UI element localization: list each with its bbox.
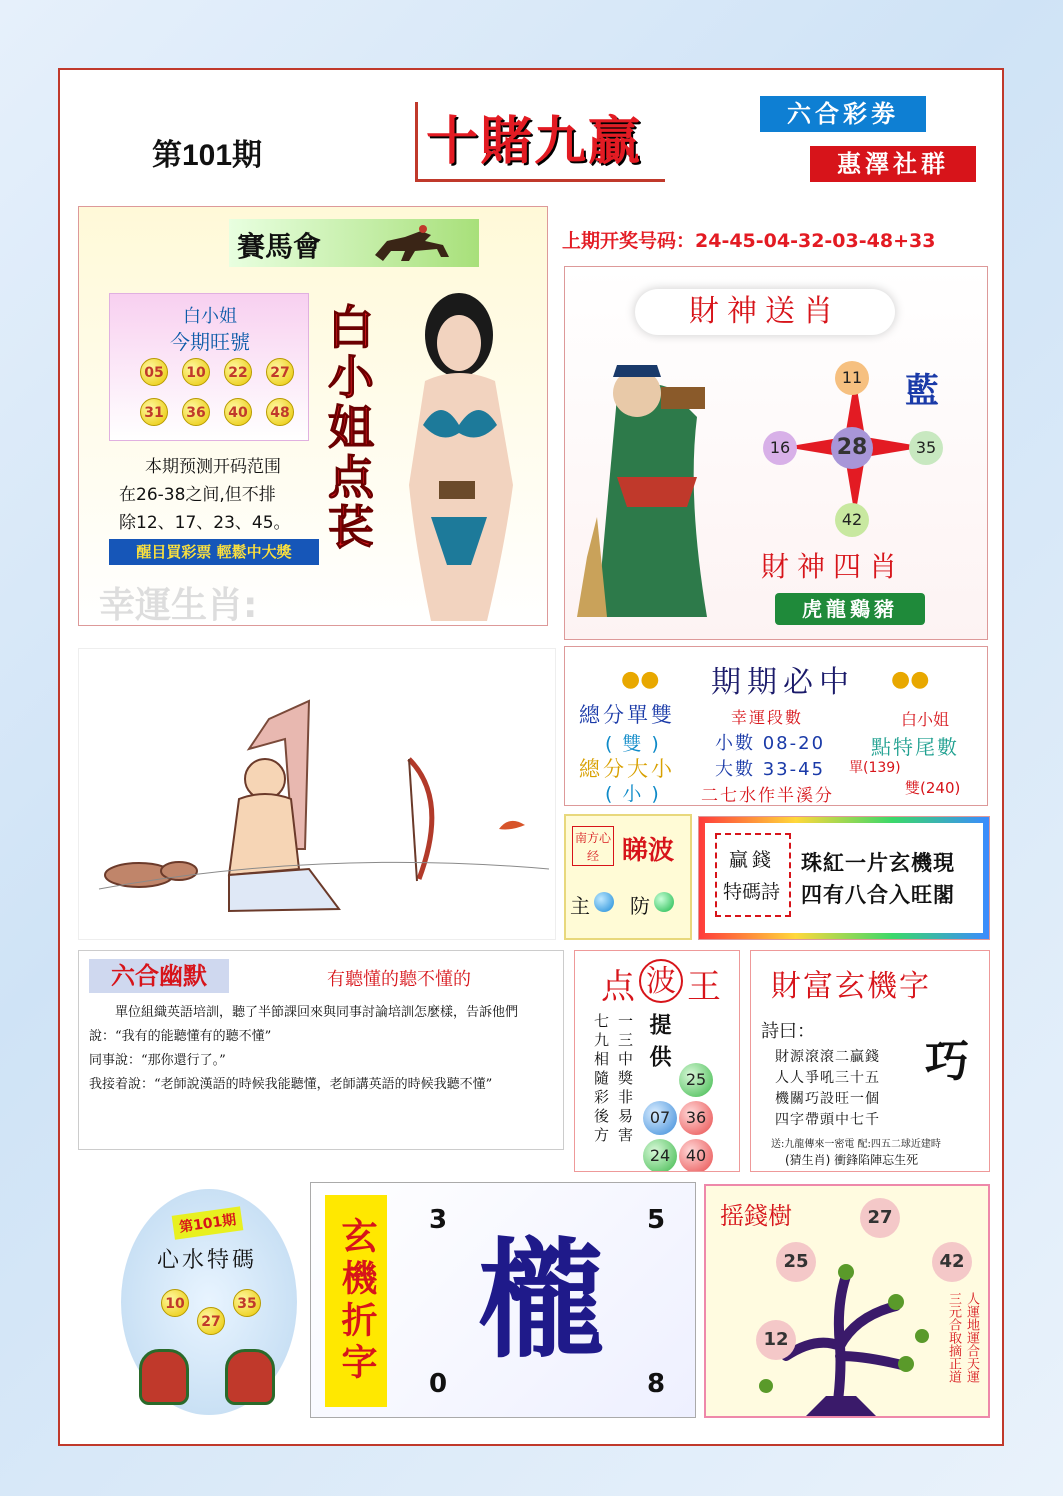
humor-paragraph: 同事說：“那你還行了。” <box>89 1053 226 1068</box>
money-tree-panel <box>704 1184 990 1418</box>
riddle-guess: (猜生肖) 衝鋒陷陣忘生死 <box>785 1153 919 1167</box>
riddle-note: 送:九龍傳來一密電 配:四五二球近建時 <box>771 1139 941 1150</box>
heart-number-ball: 35 <box>233 1289 261 1317</box>
slogan-bar: 醒目買彩票 輕鬆中大獎 <box>109 539 319 565</box>
character-split-panel <box>310 1182 696 1418</box>
lady-tail-label: 白小姐 <box>901 710 950 729</box>
main-label: 主 <box>570 894 590 918</box>
prediction-line: 在26-38之间,但不排 <box>119 485 276 505</box>
dianbo-poem-col-1: 一三中獎非易害 <box>616 1013 634 1146</box>
issue-number: 第101期 <box>152 139 263 172</box>
small-range: 小數 08-20 <box>715 733 826 754</box>
split-number-bottom-right: 8 <box>647 1369 666 1399</box>
size-label: 總分大小 <box>579 757 675 781</box>
horse-banner-title: 賽馬會 <box>237 230 322 263</box>
caishen-animals: 虎龍鷄豬 <box>775 593 925 625</box>
tree-number-ball: 12 <box>756 1320 796 1360</box>
poem-label-2: 特碼詩 <box>723 881 781 903</box>
prediction-line: 本期预测开码范围 <box>145 457 281 477</box>
money-fist-icon <box>139 1349 189 1405</box>
dianbo-poem-col-2: 七九相隨彩後方 <box>592 1013 610 1146</box>
split-number-top-left: 3 <box>429 1205 448 1235</box>
heart-number-ball: 10 <box>161 1289 189 1317</box>
heart-issue-tag: 第101期 <box>172 1206 244 1239</box>
dianbo-panel <box>574 950 740 1172</box>
main-title: 十賭九贏 <box>415 102 665 182</box>
special-poem-inner <box>705 823 983 933</box>
dianbo-provide-label: 提供 <box>646 1013 671 1077</box>
caishen-four-title: 財神四肖 <box>761 550 906 583</box>
watch-ball-title: 睇波 <box>622 836 675 866</box>
lucky-segment-label: 幸運段數 <box>731 708 804 727</box>
lady-number-ball: 31 <box>140 398 168 426</box>
caishen-banner <box>635 289 895 335</box>
tree-poem-1: 人運地運合天運 <box>964 1292 979 1383</box>
humor-paragraph: 單位組織英語培訓，聽了半節課回來與同事討論培訓怎麼樣，告訴他們說：“我有的能聽懂有的聽不懂” <box>89 1005 519 1044</box>
fortune-riddle-title: 財富玄機字 <box>771 969 931 1004</box>
caishen-banner-title: 財神送肖 <box>689 294 841 329</box>
caishen-figure-icon <box>577 357 727 627</box>
heart-number-ball: 27 <box>197 1307 225 1335</box>
tree-number-ball: 25 <box>776 1242 816 1282</box>
riddle-lines <box>775 1047 880 1131</box>
qiqi-title: 期期必中 <box>711 665 855 700</box>
coin-icon: ●● <box>891 667 930 692</box>
horse-club-panel <box>78 206 548 626</box>
community-tag: 惠澤社群 <box>810 146 976 182</box>
coin-icon: ●● <box>621 667 660 692</box>
illustration-panel <box>78 648 556 940</box>
dianbo-ball: 36 <box>679 1101 713 1135</box>
humor-body <box>89 1001 551 1097</box>
page-frame <box>58 68 1004 1446</box>
south-tag: 南方心经 <box>572 826 614 866</box>
lady-number-card <box>109 293 309 441</box>
poem-line-2: 四有八合入旺閣 <box>801 883 955 907</box>
tree-number-ball: 27 <box>860 1198 900 1238</box>
size-value: (小) <box>605 783 669 805</box>
odd-even-value: (雙) <box>605 733 669 755</box>
special-poem-panel <box>698 816 990 940</box>
lady-title-line2: 今期旺號 <box>170 330 250 354</box>
heart-title: 心水特碼 <box>157 1248 258 1273</box>
lady-vertical-title: 白小姐点苌 <box>321 303 375 553</box>
even-tail-value: 雙(240) <box>905 779 961 797</box>
odd-even-label: 總分單雙 <box>579 703 675 727</box>
poem-intro: 詩曰： <box>761 1021 815 1042</box>
split-character: 櫳 <box>477 1227 606 1376</box>
lady-number-ball: 40 <box>224 398 252 426</box>
lady-title-line1: 白小姐 <box>183 306 237 327</box>
big-range: 大數 33-45 <box>715 759 826 780</box>
lucky-zodiac-label: 幸運生肖: <box>99 585 258 626</box>
split-number-top-right: 5 <box>647 1205 666 1235</box>
lady-number-ball: 22 <box>224 358 252 386</box>
woman-photo <box>375 285 545 621</box>
dianbo-ball: 07 <box>643 1101 677 1135</box>
money-fist-icon <box>225 1349 275 1405</box>
odd-tail-value: 單(139) <box>849 760 901 776</box>
riddle-line: 機關巧設旺一個 <box>775 1091 880 1107</box>
lottery-tag: 六合彩劵 <box>760 96 926 132</box>
caishen-bottom-number: 42 <box>835 503 869 537</box>
lady-number-ball: 48 <box>266 398 294 426</box>
lady-number-ball: 05 <box>140 358 168 386</box>
poem-line-1: 珠紅一片玄機現 <box>801 851 955 875</box>
poem-label-1: 贏錢 <box>729 849 776 871</box>
horse-racing-icon <box>365 221 475 265</box>
caishen-left-number: 16 <box>763 431 797 465</box>
riddle-character: 巧 <box>925 1036 969 1087</box>
caishen-panel <box>564 266 988 640</box>
caishen-top-number: 11 <box>835 361 869 395</box>
dianbo-ball: 25 <box>679 1063 713 1097</box>
money-tree-title: 摇錢樹 <box>720 1202 792 1230</box>
last-draw-numbers: 上期开奖号码：24-45-04-32-03-48+33 <box>562 230 936 252</box>
lady-number-ball: 10 <box>182 358 210 386</box>
bound-man-illustration <box>79 649 556 940</box>
dianbo-title-2: 波 <box>639 959 683 1003</box>
tree-number-ball: 42 <box>932 1242 972 1282</box>
prediction-line: 除12、17、23、45。 <box>119 513 291 533</box>
main-color-dot <box>594 892 614 912</box>
tree-poem-2: 三元合取摘正道 <box>946 1292 961 1383</box>
dianbo-title-3: 王 <box>687 967 721 1007</box>
humor-paragraph: 我接着說：“老師說漢語的時候我能聽懂，老師講英語的時候我聽不懂” <box>89 1077 493 1092</box>
dianbo-title-1: 点 <box>601 967 635 1007</box>
tail-number-label: 點特尾數 <box>871 735 959 759</box>
humor-panel <box>78 950 564 1150</box>
heart-special-panel <box>78 1180 308 1420</box>
qiqi-panel <box>564 646 988 806</box>
humor-subtitle: 有聽懂的聽不懂的 <box>327 969 471 990</box>
watch-ball-panel <box>564 814 692 940</box>
caishen-color-word: 藍 <box>905 371 939 411</box>
horse-banner <box>229 219 479 267</box>
caishen-center-number: 28 <box>831 427 873 469</box>
riddle-line: 人人爭吼三十五 <box>775 1070 880 1086</box>
riddle-line: 四字帶頭中七千 <box>775 1112 880 1128</box>
lady-number-ball: 36 <box>182 398 210 426</box>
riddle-line: 財源滾滾二贏錢 <box>775 1049 880 1065</box>
split-number-bottom-left: 0 <box>429 1369 448 1399</box>
caishen-right-number: 35 <box>909 431 943 465</box>
prediction-text <box>119 453 339 537</box>
guard-color-dot <box>654 892 674 912</box>
dianbo-ball: 24 <box>643 1139 677 1172</box>
guard-label: 防 <box>630 894 650 918</box>
fortune-riddle-panel <box>750 950 990 1172</box>
lady-number-ball: 27 <box>266 358 294 386</box>
split-label: 玄機折字 <box>325 1195 387 1407</box>
humor-title: 六合幽默 <box>89 959 229 993</box>
range-poem: 二七水作半溪分 <box>701 786 834 806</box>
dianbo-ball: 40 <box>679 1139 713 1172</box>
